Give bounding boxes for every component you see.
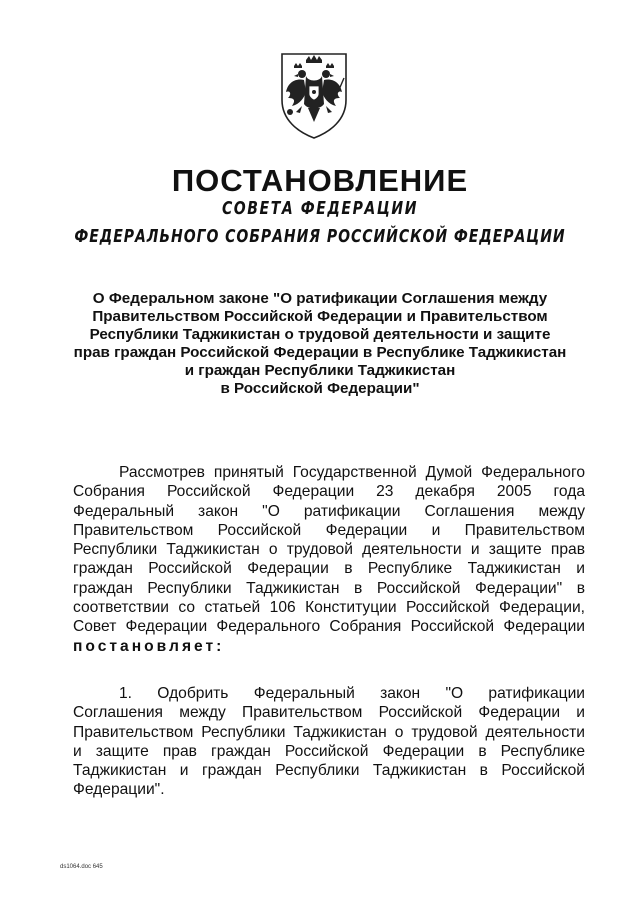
decree-word: постановляет: <box>73 637 225 655</box>
subject-line: в Российской Федерации" <box>220 380 420 397</box>
body-line: Рассмотрев принятый Государственной Думой Федерального <box>119 464 585 481</box>
issuer-line-1: СОВЕТА ФЕДЕРАЦИИ <box>221 198 419 219</box>
subject-line: Республики Таджикистан о трудовой деятельности и защите <box>89 326 551 343</box>
body-line: Таджикистан и граждан Республики Таджикистан в Российской <box>73 762 585 780</box>
issuer-line-2: ФЕДЕРАЛЬНОГО СОБРАНИЯ РОССИЙСКОЙ ФЕДЕРАЦИИ <box>74 226 566 247</box>
subject-line: Правительством Российской Федерации и Правительством <box>92 308 548 325</box>
body-line: Федеральный закон "О ратификации Соглашения между <box>73 502 585 520</box>
clause-1-paragraph <box>73 684 585 800</box>
subject-line: О Федеральном законе "О ратификации Соглашения между <box>92 290 548 307</box>
subject-line: прав граждан Российской Федерации в Республике Таджикистан <box>73 344 567 361</box>
body-line: граждан Российской Федерации в Республике Таджикистан и <box>73 560 585 578</box>
coat-of-arms-icon <box>268 48 360 140</box>
body-line: Правительством Республики Таджикистан о трудовой деятельности <box>73 723 585 741</box>
subject-line: и граждан Республики Таджикистан <box>184 362 456 379</box>
body-line: Совет Федерации Федерального Собрания Российской Федерации <box>73 618 585 636</box>
body-line: Правительством Российской Федерации и Правительством <box>73 521 585 539</box>
file-code: ds1064.doc 645 <box>60 864 103 870</box>
body-line: Республики Таджикистан о трудовой деятельности и защите прав <box>73 541 585 559</box>
body-line: соответствии со статьей 106 Конституции Российской Федерации, <box>73 599 585 617</box>
body-line: и защите прав граждан Российской Федерации в Республике <box>73 742 585 760</box>
body-line: граждан Республики Таджикистан в Российской Федерации" в <box>73 579 585 597</box>
body-line: Собрания Российской Федерации 23 декабря 2005 года <box>73 483 585 501</box>
body-line: Федерации". <box>73 781 165 799</box>
resolution-subject <box>60 290 580 398</box>
body-line: 1. Одобрить Федеральный закон "О ратификации <box>119 685 585 702</box>
decree-word-line <box>73 637 585 656</box>
document-type-title: ПОСТАНОВЛЕНИЕ <box>171 163 469 198</box>
body-line: Соглашения между Правительством Российской Федерации и <box>73 704 585 722</box>
preamble-paragraph <box>73 463 585 656</box>
